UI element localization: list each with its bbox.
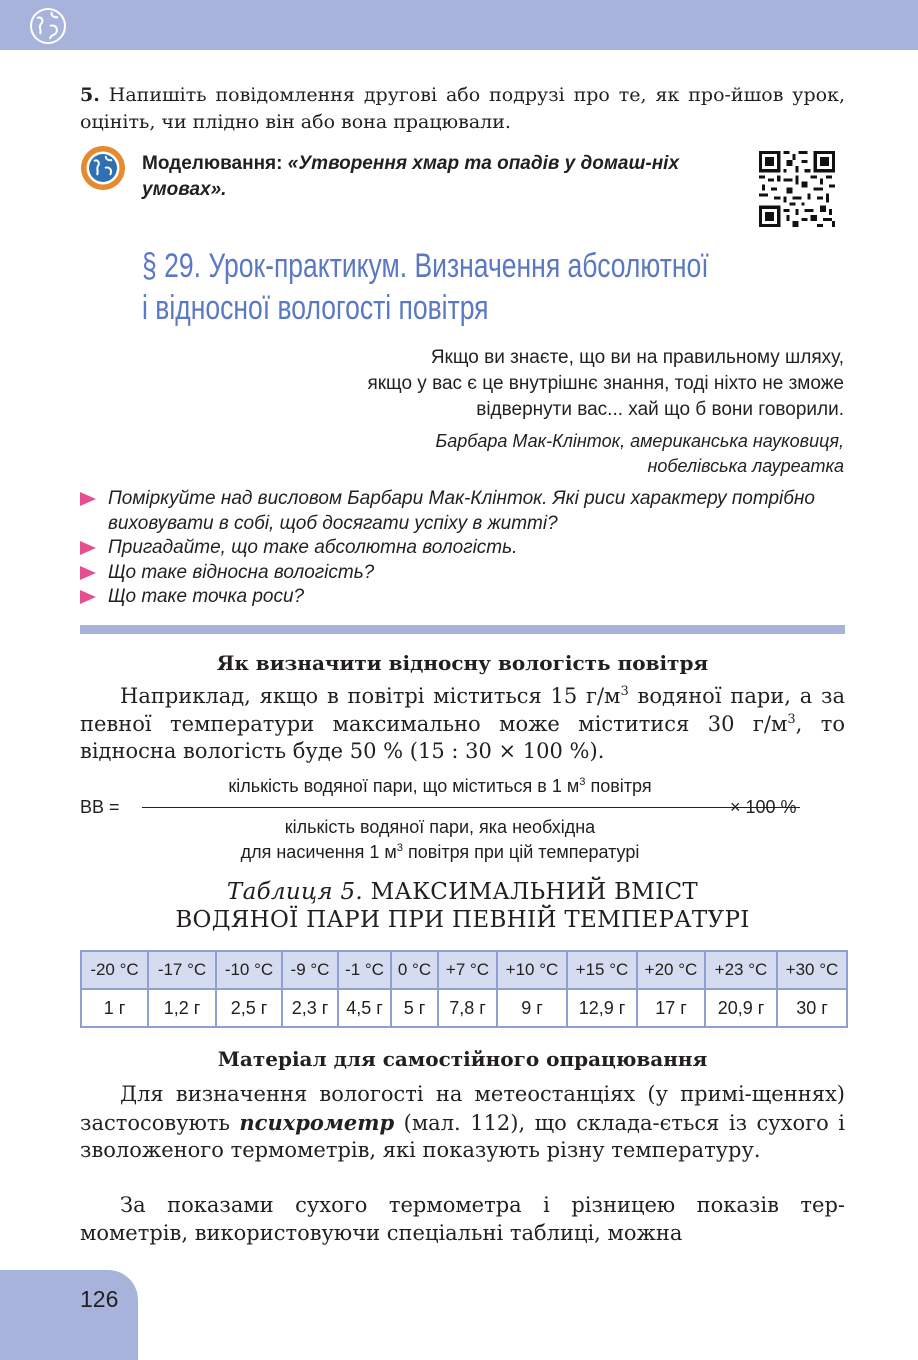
question-list <box>80 487 850 610</box>
epigraph-line: Якщо ви знаєте, що ви на правильному шляху, <box>430 347 844 368</box>
question-item <box>80 561 850 586</box>
table-cell: 4,5 г <box>338 989 391 1027</box>
modeling-block <box>142 151 742 203</box>
globe-medallion-icon <box>80 145 126 191</box>
task-number: 5. <box>80 84 100 106</box>
epigraph-author <box>224 429 844 479</box>
section-title: Як визначити відносну вологість повітря <box>216 651 709 675</box>
question-item <box>80 487 850 536</box>
table-cell: 20,9 г <box>705 989 777 1027</box>
triangle-bullet-icon <box>80 590 96 604</box>
formula-numerator: кількість водяної пари, що міститься в 1 $м^3$ повітря <box>228 776 652 796</box>
epigraph-line: відвернути вас... хай що б вони говорили. <box>476 399 844 420</box>
table-title-line-2: ВОДЯНОЇ ПАРИ ПРИ ПЕВНІЙ ТЕМПЕРАТУРІ <box>175 907 750 933</box>
task-5 <box>80 82 845 136</box>
table-cell: 17 г <box>637 989 705 1027</box>
section-heading <box>142 245 709 329</box>
table-cell: 12,9 г <box>567 989 637 1027</box>
page-number: 126 <box>80 1286 119 1312</box>
paragraph: Наприклад, якщо в повітрі міститься 15 $г/м^3$ водяної пари, а за певної температури максимально може міститися 30 $г/м^3$, то відносна вологість буде 50 % (15 : 30 × 100 %). <box>80 684 846 763</box>
table-header-cell: +23 °С <box>705 951 777 989</box>
formula-multiplier: × 100 % <box>730 797 797 817</box>
modeling-title: «Утворення хмар та опадів у домаш-ніх умовах». <box>142 153 680 200</box>
rh-formula <box>80 776 845 866</box>
question-text: Що таке відносна вологість? <box>108 561 375 583</box>
table-header-cell: -17 °С <box>148 951 216 989</box>
fraction-bar <box>142 807 800 808</box>
task-text: Напишіть повідомлення другові або подрузі про те, як про-йшов урок, оцініть, чи плідно він або вона працювали. <box>80 84 845 133</box>
top-band <box>0 0 918 50</box>
table-cell: 30 г <box>777 989 847 1027</box>
paragraph: Для визначення вологості на метеостанціях (у примі-щеннях) застосовують психрометр (мал. 112), що склада-ється із сухого і зволоженого термометрів, які показують різну температуру. <box>80 1082 846 1162</box>
question-text: Поміркуйте над висловом Барбари Мак-Клінток. Які риси характеру потрібно виховувати в собі, щоб досягати успіху в житті? <box>108 488 815 534</box>
table-header-cell: +10 °С <box>497 951 567 989</box>
author-line-2: нобелівська лауреатка <box>647 456 844 476</box>
table-header-cell: +20 °С <box>637 951 705 989</box>
question-item <box>80 536 850 561</box>
question-item <box>80 585 850 610</box>
vapor-table <box>80 950 848 1028</box>
table-cell: 7,8 г <box>438 989 497 1027</box>
paragraph: За показами сухого термометра і різницею показів тер-мометрів, використовуючи спеціальні таблиці, можна <box>80 1193 845 1245</box>
table-title-part: МАКСИМАЛЬНИЙ ВМІСТ <box>363 879 699 905</box>
table-header-cell: -20 °С <box>81 951 148 989</box>
triangle-bullet-icon <box>80 566 96 580</box>
formula-denominator: кількість водяної пари, яка необхідна для насичення 1 $м^3$ повітря при цій температурі <box>240 817 640 862</box>
table-cell: 2,3 г <box>282 989 338 1027</box>
question-text: Що таке точка роси? <box>108 586 305 607</box>
globe-icon <box>28 6 68 46</box>
table-header-cell: -1 °С <box>338 951 391 989</box>
table-cell: 2,5 г <box>216 989 282 1027</box>
modeling-label: Моделювання: <box>142 153 283 174</box>
table-label: Таблиця 5. <box>226 879 364 905</box>
page-number-tab <box>0 1270 138 1360</box>
table-header-cell: 0 °С <box>391 951 438 989</box>
term-psychrometer: психрометр <box>239 1109 395 1135</box>
section-title: Матеріал для самостійного опрацювання <box>217 1047 708 1071</box>
table-cell: 5 г <box>391 989 438 1027</box>
epigraph <box>224 345 844 479</box>
divider <box>80 625 845 634</box>
table-row <box>81 989 847 1027</box>
table-cell: 1,2 г <box>148 989 216 1027</box>
table-header-cell: +30 °С <box>777 951 847 989</box>
author-line-1: Барбара Мак-Клінток, американська науковиця, <box>435 431 844 451</box>
heading-line-2: і відносної вологості повітря <box>142 289 489 327</box>
table-header-cell: +7 °С <box>438 951 497 989</box>
triangle-bullet-icon <box>80 492 96 506</box>
table-header-cell: +15 °С <box>567 951 637 989</box>
triangle-bullet-icon <box>80 541 96 555</box>
table-header-cell: -9 °С <box>282 951 338 989</box>
qr-code-icon[interactable] <box>759 151 835 227</box>
table-header-row <box>81 951 847 989</box>
table-cell: 9 г <box>497 989 567 1027</box>
heading-line-1: § 29. Урок-практикум. Визначення абсолютної <box>142 247 709 285</box>
formula-lhs: ВВ = <box>80 797 120 817</box>
table-header-cell: -10 °С <box>216 951 282 989</box>
table-caption <box>80 878 845 934</box>
question-text: Пригадайте, що таке абсолютна вологість. <box>108 537 518 558</box>
epigraph-line: якщо у вас є це внутрішнє знання, тоді ніхто не зможе <box>367 373 844 394</box>
table-cell: 1 г <box>81 989 148 1027</box>
